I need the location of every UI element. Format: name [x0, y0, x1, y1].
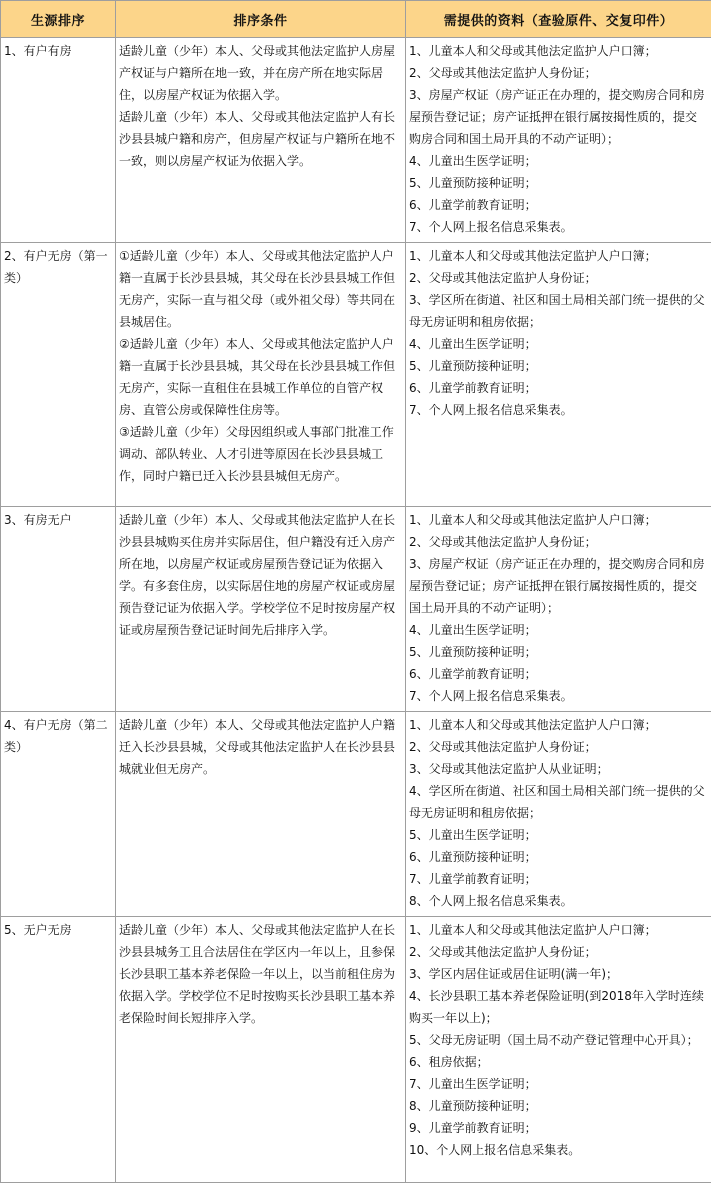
material-item: 8、个人网上报名信息采集表。	[409, 890, 708, 912]
material-item: 7、儿童出生医学证明；	[409, 1073, 708, 1095]
material-item: 2、父母或其他法定监护人身份证；	[409, 941, 708, 963]
row-materials	[406, 243, 711, 507]
row-source: 5、无户无房	[1, 917, 116, 1183]
condition-paragraph: 适龄儿童（少年）本人、父母或其他法定监护人有长沙县县城户籍和房产，但房屋产权证与户籍所在地不一致，则以房屋产权证为依据入学。	[119, 106, 402, 172]
material-item: 6、儿童学前教育证明；	[409, 663, 708, 685]
header-materials: 需提供的资料（查验原件、交复印件）	[406, 1, 711, 38]
material-item: 7、个人网上报名信息采集表。	[409, 216, 708, 238]
material-item: 1、儿童本人和父母或其他法定监护人户口簿；	[409, 245, 708, 267]
material-item: 5、儿童预防接种证明；	[409, 641, 708, 663]
condition-paragraph: 适龄儿童（少年）本人、父母或其他法定监护人房屋产权证与户籍所在地一致，并在房产所在地实际居住，以房屋产权证为依据入学。	[119, 40, 402, 106]
row-materials	[406, 917, 711, 1183]
material-item: 4、儿童出生医学证明；	[409, 150, 708, 172]
table-row	[1, 507, 711, 712]
material-item: 6、租房依据；	[409, 1051, 708, 1073]
material-item: 5、儿童预防接种证明；	[409, 172, 708, 194]
material-item: 6、儿童学前教育证明；	[409, 377, 708, 399]
material-item: 1、儿童本人和父母或其他法定监护人户口簿；	[409, 509, 708, 531]
material-item: 7、儿童学前教育证明；	[409, 868, 708, 890]
material-item: 3、父母或其他法定监护人从业证明；	[409, 758, 708, 780]
row-source: 1、有户有房	[1, 38, 116, 243]
row-materials	[406, 507, 711, 712]
material-item: 4、学区所在街道、社区和国土局相关部门统一提供的父母无房证明和租房依据；	[409, 780, 708, 824]
material-item: 5、儿童预防接种证明；	[409, 355, 708, 377]
header-source: 生源排序	[1, 1, 116, 38]
material-item: 2、父母或其他法定监护人身份证；	[409, 736, 708, 758]
material-item: 4、儿童出生医学证明；	[409, 619, 708, 641]
material-item: 1、儿童本人和父母或其他法定监护人户口簿；	[409, 919, 708, 941]
header-row	[1, 1, 711, 38]
table-row	[1, 917, 711, 1183]
material-item: 1、儿童本人和父母或其他法定监护人户口簿；	[409, 40, 708, 62]
material-item: 2、父母或其他法定监护人身份证；	[409, 62, 708, 84]
table-row	[1, 712, 711, 917]
material-item: 5、父母无房证明（国土局不动产登记管理中心开具）；	[409, 1029, 708, 1051]
material-item: 3、房屋产权证（房产证正在办理的，提交购房合同和房屋预告登记证；房产证抵押在银行属按揭性质的，提交国土局开具的不动产证明）；	[409, 553, 708, 619]
row-materials	[406, 712, 711, 917]
material-item: 8、儿童预防接种证明；	[409, 1095, 708, 1117]
material-item: 6、儿童学前教育证明；	[409, 194, 708, 216]
row-source: 4、有户无房（第二类）	[1, 712, 116, 917]
table-row	[1, 38, 711, 243]
condition-paragraph: 适龄儿童（少年）本人、父母或其他法定监护人在长沙县县城购买住房并实际居住，但户籍没有迁入房产所在地，以房屋产权证或房屋预告登记证为依据入学。有多套住房，以实际居住地的房屋产权证或房屋预告登记证为依据入学。学校学位不足时按房屋产权证或房屋预告登记证时间先后排序入学。	[119, 509, 402, 641]
row-materials	[406, 38, 711, 243]
table-row	[1, 243, 711, 507]
condition-paragraph: ③适龄儿童（少年）父母因组织或人事部门批准工作调动、部队转业、人才引进等原因在长沙县县城工作，同时户籍已迁入长沙县县城但无房产。	[119, 421, 402, 487]
material-item: 5、儿童出生医学证明；	[409, 824, 708, 846]
material-item: 7、个人网上报名信息采集表。	[409, 685, 708, 707]
material-item: 4、长沙县职工基本养老保险证明(到2018年入学时连续购买一年以上)；	[409, 985, 708, 1029]
row-conditions	[116, 712, 406, 917]
material-item: 2、父母或其他法定监护人身份证；	[409, 267, 708, 289]
header-conditions: 排序条件	[116, 1, 406, 38]
material-item: 3、学区内居住证或居住证明(满一年)；	[409, 963, 708, 985]
material-item: 6、儿童预防接种证明；	[409, 846, 708, 868]
row-source: 3、有房无户	[1, 507, 116, 712]
row-conditions	[116, 917, 406, 1183]
material-item: 2、父母或其他法定监护人身份证；	[409, 531, 708, 553]
material-item: 4、儿童出生医学证明；	[409, 333, 708, 355]
condition-paragraph: ①适龄儿童（少年）本人、父母或其他法定监护人户籍一直属于长沙县县城，其父母在长沙县县城工作但无房产，实际一直与祖父母（或外祖父母）等共同在县城居住。	[119, 245, 402, 333]
row-conditions	[116, 507, 406, 712]
condition-paragraph: ②适龄儿童（少年）本人、父母或其他法定监护人户籍一直属于长沙县县城，其父母在长沙县县城工作但无房产，实际一直租住在县城工作单位的自管产权房、直管公房或保障性住房等。	[119, 333, 402, 421]
material-item: 7、个人网上报名信息采集表。	[409, 399, 708, 421]
material-item: 10、个人网上报名信息采集表。	[409, 1139, 708, 1161]
material-item: 3、学区所在街道、社区和国土局相关部门统一提供的父母无房证明和租房依据；	[409, 289, 708, 333]
material-item: 3、房屋产权证（房产证正在办理的，提交购房合同和房屋预告登记证；房产证抵押在银行属按揭性质的，提交购房合同和国土局开具的不动产证明）；	[409, 84, 708, 150]
condition-paragraph: 适龄儿童（少年）本人、父母或其他法定监护人户籍迁入长沙县县城，父母或其他法定监护人在长沙县县城就业但无房产。	[119, 714, 402, 780]
condition-paragraph: 适龄儿童（少年）本人、父母或其他法定监护人在长沙县县城务工且合法居住在学区内一年以上，且参保长沙县职工基本养老保险一年以上，以当前租住房为依据入学。学校学位不足时按购买长沙县职工基本养老保险时间长短排序入学。	[119, 919, 402, 1029]
material-item: 1、儿童本人和父母或其他法定监护人户口簿；	[409, 714, 708, 736]
row-conditions	[116, 243, 406, 507]
row-source: 2、有户无房（第一类）	[1, 243, 116, 507]
material-item: 9、儿童学前教育证明；	[409, 1117, 708, 1139]
row-conditions	[116, 38, 406, 243]
